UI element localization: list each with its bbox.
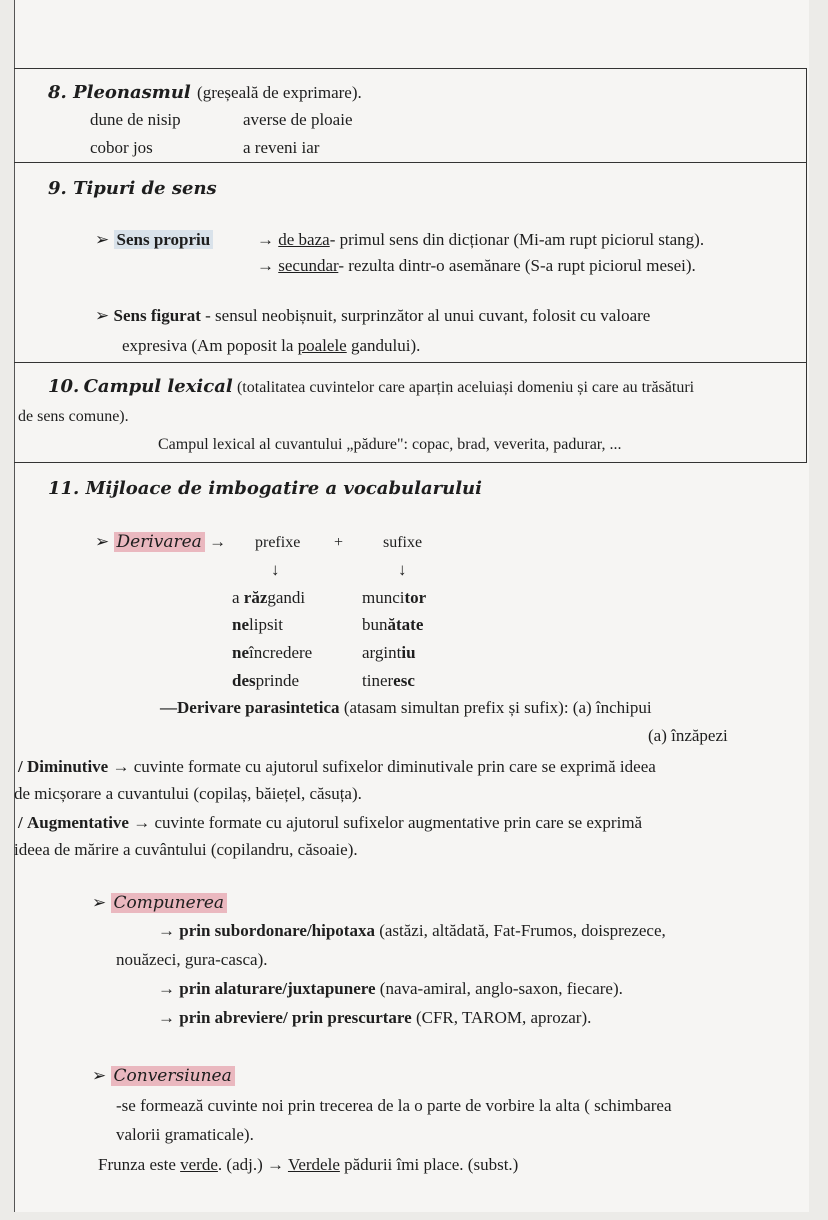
suffix-example: muncitor: [362, 588, 427, 607]
mark-icon: /: [18, 813, 23, 832]
section-8-title: 8. Pleonasmul (greșeală de exprimare).: [48, 82, 362, 103]
divider: [14, 462, 806, 463]
conversiunea-example: Frunza este verde. (adj.) → Verdele pădurii îmi place. (subst.): [98, 1155, 519, 1174]
section-10-title: 10. Campul lexical (totalitatea cuvintelor care aparțin aceluiași domeniu și care au trăsături: [48, 376, 695, 397]
diminutive-cont: de micșorare a cuvantului (copilaș, băiețel, căsuța).: [14, 784, 362, 803]
suffix-example: bunătate: [362, 615, 424, 634]
divider: [14, 362, 806, 363]
prefix-example: desprinde: [232, 671, 300, 690]
secondary-sense: → secundar- rezulta dintr-o asemănare (S-a rupt piciorul mesei).: [257, 256, 696, 275]
example-3: cobor jos: [90, 138, 153, 157]
arrow-icon: →: [158, 979, 175, 998]
down-arrow-icon: ↓: [398, 560, 407, 579]
augmentative: / Augmentative → cuvinte formate cu ajutorul sufixelor augmentative prin care se exprimă: [18, 813, 643, 832]
conversiunea: ➢ Conversiunea: [92, 1066, 235, 1086]
derivare-parasintetica: —Derivare parasintetica (atasam simultan prefix și sufix): (a) închipui: [160, 698, 652, 717]
arrow-icon: →: [112, 757, 130, 776]
bullet-arrow-icon: ➢: [95, 230, 110, 249]
base-sense: → de baza- primul sens din dicționar (Mi-am rupt piciorul stang).: [257, 230, 705, 249]
section-9-title: 9. Tipuri de sens: [48, 178, 217, 199]
arrow-icon: →: [158, 921, 175, 940]
arrow-icon: →: [257, 256, 274, 275]
prefix-example: nelipsit: [232, 615, 284, 634]
plus-sign: +: [334, 534, 344, 551]
example-1: dune de nisip: [90, 110, 181, 129]
bullet-arrow-icon: ➢: [95, 306, 110, 325]
arrow-icon: →: [257, 230, 274, 249]
suffix-label: sufixe: [383, 534, 423, 551]
suffix-example: tineresc: [362, 671, 415, 690]
example-2: averse de ploaie: [243, 110, 353, 129]
section-10-def-cont: de sens comune).: [18, 408, 129, 425]
sens-figurat: ➢ Sens figurat - sensul neobișnuit, surprinzător al unui cuvant, folosit cu valoare: [95, 306, 651, 325]
right-border: [806, 68, 807, 463]
comp-subordonare-cont: nouăzeci, gura-casca).: [116, 950, 268, 969]
arrow-icon: →: [133, 813, 151, 832]
prefix-example: neîncredere: [232, 643, 313, 662]
arrow-icon: →: [209, 532, 227, 551]
bullet-arrow-icon: ➢: [95, 532, 110, 551]
sens-propriu: ➢ Sens propriu: [95, 230, 213, 250]
section-11-title: 11. Mijloace de imbogatire a vocabularului: [48, 478, 482, 499]
arrow-icon: →: [158, 1008, 175, 1027]
sens-figurat-cont: expresiva (Am poposit la poalele gandului).: [122, 336, 421, 355]
derivarea: ➢ Derivarea →: [95, 532, 227, 552]
comp-abreviere: → prin abreviere/ prin prescurtare (CFR, TAROM, aprozar).: [158, 1008, 592, 1027]
divider: [14, 68, 806, 69]
diminutive: / Diminutive → cuvinte formate cu ajutorul sufixelor diminutivale prin care se exprimă ideea: [18, 757, 656, 776]
section-10-example: Campul lexical al cuvantului „pădure": copac, brad, veverita, padurar, ...: [158, 436, 622, 453]
arrow-icon: →: [267, 1155, 284, 1174]
parasint-example-2: (a) înzăpezi: [648, 726, 728, 745]
divider: [14, 162, 806, 163]
prefix-label: prefixe: [255, 534, 301, 551]
conversiunea-def: -se formează cuvinte noi prin trecerea de la o parte de vorbire la alta ( schimbarea: [116, 1096, 672, 1115]
prefix-example: a răzgandi: [232, 588, 306, 607]
comp-juxtapunere: → prin alaturare/juxtapunere (nava-amiral, anglo-saxon, fiecare).: [158, 979, 623, 998]
comp-subordonare: → prin subordonare/hipotaxa (astăzi, altădată, Fat-Frumos, doisprezece,: [158, 921, 666, 940]
bullet-arrow-icon: ➢: [92, 893, 107, 912]
suffix-example: argintiu: [362, 643, 416, 662]
compunerea: ➢ Compunerea: [92, 893, 227, 913]
conversiunea-def-cont: valorii gramaticale).: [116, 1125, 254, 1144]
bullet-arrow-icon: ➢: [92, 1066, 107, 1085]
down-arrow-icon: ↓: [271, 560, 280, 579]
example-4: a reveni iar: [243, 138, 320, 157]
augmentative-cont: ideea de mărire a cuvântului (copilandru, căsoaie).: [14, 840, 358, 859]
mark-icon: /: [18, 757, 23, 776]
